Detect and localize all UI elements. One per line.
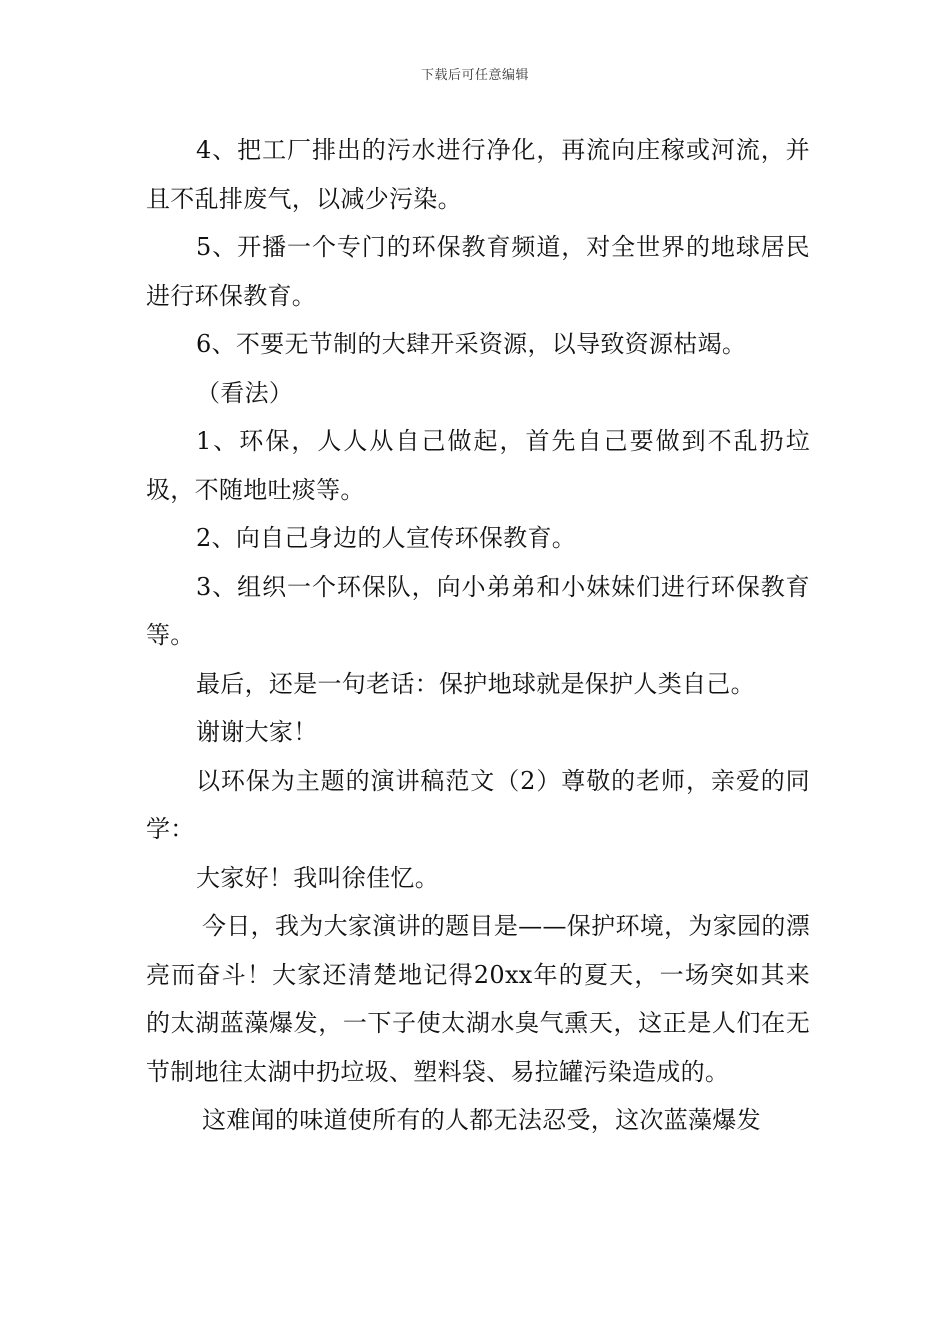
paragraph-conclusion: 最后，还是一句老话：保护地球就是保护人类自己。 [196,669,755,698]
paragraph-body-1: 今日，我为大家演讲的题目是——保护环境，为家园的漂亮而奋斗！大家还清楚地记得20xx年的夏天，一场突如其来的太湖蓝藻爆发，一下子使太湖水臭气熏天，这正是人们在无节制地往太湖中扔垃圾、塑料袋、易拉罐污染造成的。 [146,912,810,1086]
paragraph-item-5: 5、开播一个专门的环保教育频道，对全世界的地球居民进行环保教育。 [146,233,810,310]
paragraph-speech-title: 以环保为主题的演讲稿范文（2）尊敬的老师，亲爱的同学： [146,766,810,843]
paragraph-opinion-1: 1、环保，人人从自己做起，首先自己要做到不乱扔垃圾，不随地吐痰等。 [146,427,810,504]
document-body [146,126,810,1145]
paragraph-item-6: 6、不要无节制的大肆开采资源，以导致资源枯竭。 [196,330,747,358]
paragraph-opinion-2: 2、向自己身边的人宣传环保教育。 [196,524,577,552]
paragraph-thanks: 谢谢大家！ [196,718,318,746]
paragraph-opinion-3: 3、组织一个环保队，向小弟弟和小妹妹们进行环保教育等。 [146,572,810,649]
paragraph-greeting: 大家好！我叫徐佳忆。 [196,863,439,892]
paragraph-item-4: 4、把工厂排出的污水进行净化，再流向庄稼或河流，并且不乱排废气，以减少污染。 [146,136,810,213]
paragraph-body-2: 这难闻的味道使所有的人都无法忍受，这次蓝藻爆发 [202,1106,761,1134]
page-header-note: 下载后可任意编辑 [420,68,529,83]
paragraph-section-heading: （看法） [196,378,294,407]
